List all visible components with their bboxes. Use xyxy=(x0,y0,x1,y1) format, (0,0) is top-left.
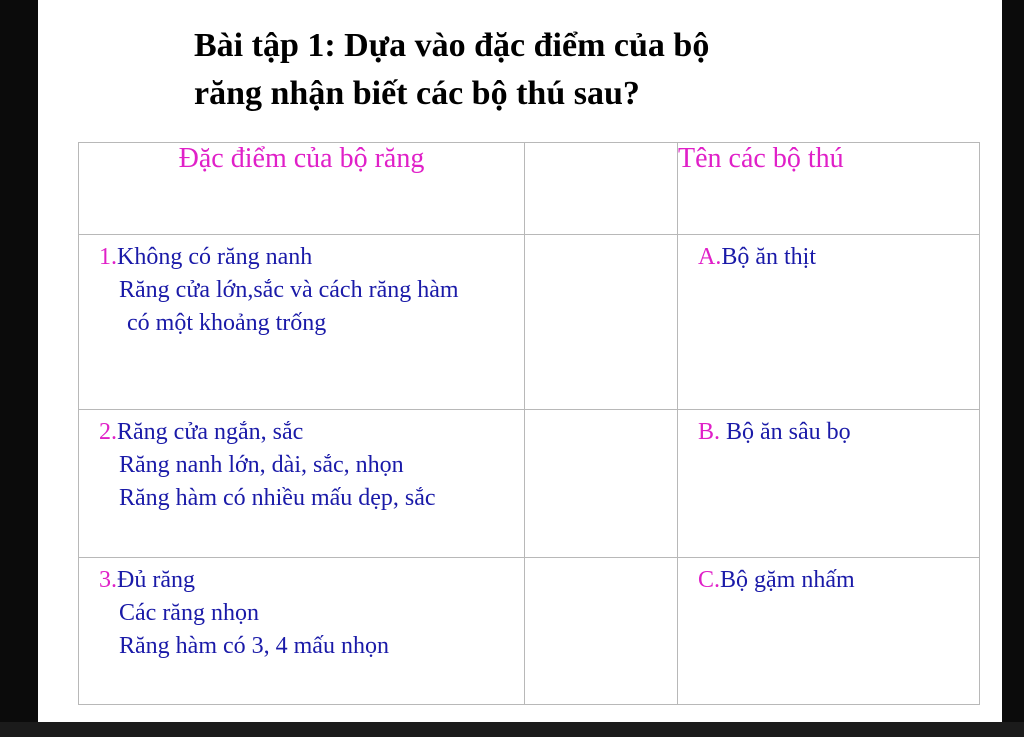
feature-line: Răng nanh lớn, dài, sắc, nhọn xyxy=(119,452,404,478)
feature-line: 3.Đủ răng xyxy=(99,567,195,593)
table-row xyxy=(79,558,980,705)
slide-title xyxy=(194,22,709,118)
answer-text: Bộ gặm nhấm xyxy=(720,567,855,593)
table-row xyxy=(79,235,980,410)
feature-line: Răng hàm có 3, 4 mấu nhọn xyxy=(119,633,389,659)
answer-text: Bộ ăn sâu bọ xyxy=(720,419,851,445)
answer-text: Bộ ăn thịt xyxy=(721,244,817,270)
answer-cell xyxy=(678,558,980,705)
table-header-row xyxy=(79,143,980,235)
header-teeth-features: Đặc điểm của bộ răng xyxy=(79,143,525,235)
features-cell xyxy=(79,410,525,558)
feature-line: Các răng nhọn xyxy=(119,600,259,626)
table-row xyxy=(79,410,980,558)
answer-letter: A. xyxy=(698,244,722,270)
empty-column-cell xyxy=(525,558,678,705)
empty-column-cell xyxy=(525,235,678,410)
feature-line: Răng cửa lớn,sắc và cách răng hàm xyxy=(119,277,459,303)
item-number: 1. xyxy=(99,244,117,270)
feature-line: 2.Răng cửa ngắn, sắc xyxy=(99,419,304,445)
teeth-matching-table xyxy=(78,142,980,705)
features-cell xyxy=(79,235,525,410)
item-number: 2. xyxy=(99,419,117,445)
title-line-2: răng nhận biết các bộ thú sau? xyxy=(194,75,640,112)
item-number: 3. xyxy=(99,567,117,593)
empty-column-cell xyxy=(525,143,678,235)
feature-line: Răng hàm có nhiều mấu dẹp, sắc xyxy=(119,485,436,511)
answer-cell xyxy=(678,235,980,410)
answer-letter: B. xyxy=(698,419,721,445)
feature-line: có một khoảng trống xyxy=(127,310,327,336)
slide xyxy=(38,0,1002,722)
header-order-names: Tên các bộ thú xyxy=(678,143,980,235)
answer-cell xyxy=(678,410,980,558)
feature-line: 1.Không có răng nanh xyxy=(99,244,313,270)
empty-column-cell xyxy=(525,410,678,558)
title-line-1: Bài tập 1: Dựa vào đặc điểm của bộ xyxy=(194,27,710,64)
bottom-bar xyxy=(0,722,1024,737)
answer-letter: C. xyxy=(698,567,721,593)
features-cell xyxy=(79,558,525,705)
